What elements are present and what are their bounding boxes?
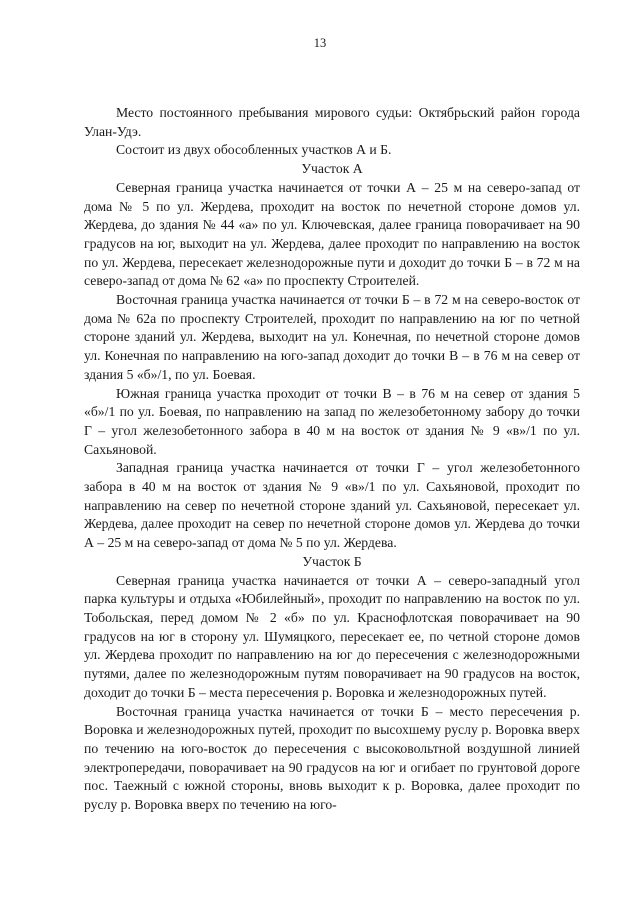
composition-paragraph: Состоит из двух обособленных участков А и Б.	[116, 142, 392, 158]
section-a-east-boundary: Восточная граница участка начинается от точки Б – в 72 м на северо-восток от дома № 62а по проспекту Строителей, проходит по направлению на юг по четной стороне зданий ул. Жердева, выходит на ул. Конечная, по нечетной стороне домов ул. Конечная по направлению на юго-запад доходит до точки В – в 76 м на север от здания 5 «б»/1, по ул. Боевая.	[84, 292, 580, 382]
section-b-north-boundary: Северная граница участка начинается от точки А – северо-западный угол парка культуры и отдыха «Юбилейный», проходит по направлению на восток по ул. Тобольская, перед домом № 2 «б» по ул. Краснофлотская поворачивает на 90 градусов на юг в сторону ул. Шумяцкого, пересекает ее, по четной стороне домов ул. Жердева проходит по направлению на юг до пересечения с железнодорожными путями, далее по железнодорожным путям поворачивает на 90 градусов на восток, доходит до точки Б – места пересечения р. Воровка и железнодорожных путей.	[84, 572, 580, 700]
section-a-north-boundary: Северная граница участка начинается от точки А – 25 м на северо-запад от дома № 5 по ул. Жердева, проходит на восток по нечетной стороне домов ул. Жердева, до здания № 44 «а» по ул. Ключевская, далее граница поворачивает на 90 градусов на юг, выходит на ул. Жердева, далее проходит по направлению на восток по ул. Жердева, пересекает железнодорожные пути и доходит до точки Б – в 72 м на северо-запад от дома № 62 «а» по проспекту Строителей.	[84, 179, 580, 289]
section-a-west-boundary: Западная граница участка начинается от точки Г – угол железобетонного забора в 40 м на восток от здания № 9 «в»/1 по ул. Сахьяновой, проходит по направлению на север по нечетной стороне зданий ул. Сахьяновой, пересекает ул. Жердева, далее проходит на север по нечетной стороне домов ул. Жердева до точки А – 25 м на северо-запад от дома № 5 по ул. Жердева.	[84, 460, 580, 551]
document-body	[84, 104, 580, 815]
section-a-south-boundary: Южная граница участка проходит от точки В – в 76 м на север от здания 5 «б»/1 по ул. Боевая, по направлению на запад по железобетонному забору до точки Г – угол железобетонного забора в 40 м на восток от здания № 9 «в»/1 по ул. Сахьяновой.	[84, 385, 580, 457]
location-paragraph: Место постоянного пребывания мирового судьи: Октябрьский район города Улан-Удэ.	[84, 105, 580, 139]
section-b-heading: Участок Б	[302, 553, 362, 569]
section-a-heading: Участок А	[301, 161, 363, 177]
page-number: 13	[313, 36, 327, 50]
section-b-east-boundary: Восточная граница участка начинается от точки Б – место пересечения р. Воровка и железнодорожных путей, проходит по высохшему руслу р. Воровка вверх по течению на юго-восток до пересечения с высоковольтной воздушной линией электропередачи, поворачивает на 90 градусов на юг и огибает по грунтовой дороге пос. Таежный с южной стороны, вновь выходит к р. Воровка, далее проходит по руслу р. Воровка вверх по течению на юго-	[84, 703, 580, 813]
